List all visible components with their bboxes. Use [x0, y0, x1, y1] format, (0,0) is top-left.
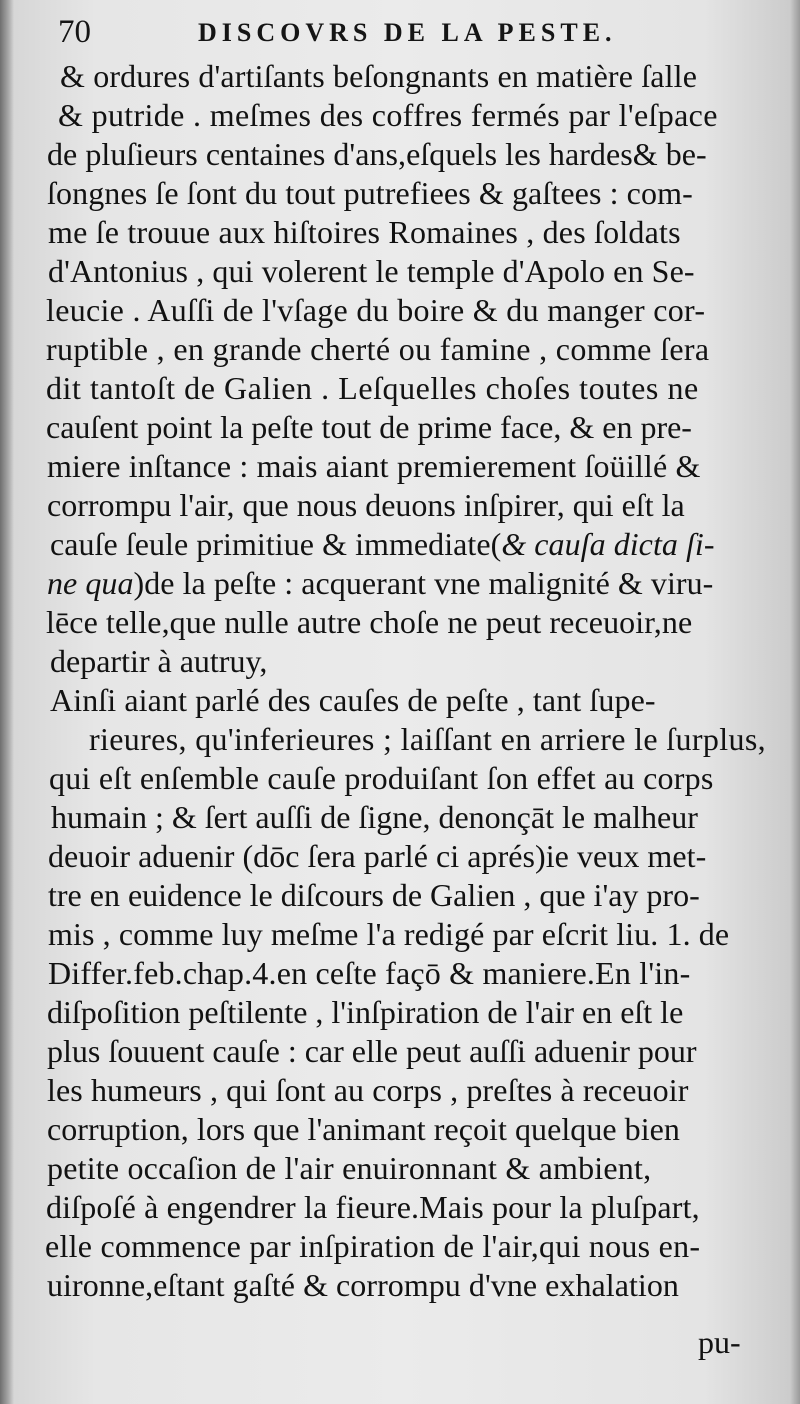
text-line: uironne,eſtant gaſté & corrompu d'vne exhalation: [47, 1267, 679, 1303]
text-line: les humeurs , qui ſont au corps , preſtes à receuoir: [47, 1072, 689, 1108]
text-line: [47, 563, 713, 603]
text-line: & ordures d'artiſants beſongnants en matière ſalle: [60, 58, 698, 94]
text-line: me ſe trouue aux hiſtoires Romaines , des ſoldats: [48, 214, 681, 250]
text-line: de pluſieurs centaines d'ans,eſquels les hardes& be-: [47, 136, 707, 172]
text-line: mis , comme luy meſme l'a redigé par eſcrit liu. 1. de: [48, 916, 730, 952]
text-italic: ne qua: [47, 565, 134, 601]
text-line: deuoir aduenir (dōc ſera parlé ci aprés)ie veux met-: [48, 838, 707, 874]
text-line: Ainſi aiant parlé des cauſes de peſte , tant ſupe-: [50, 682, 656, 718]
text-line: rieures, qu'inferieures ; laiſſant en arriere le ſurplus,: [89, 721, 766, 757]
text-line: miere inſtance : mais aiant premierement ſoüillé &: [47, 448, 701, 484]
text-line: & putride . meſmes des coffres fermés par l'eſpace: [58, 97, 718, 133]
text-line: d'Antonius , qui volerent le temple d'Apolo en Se-: [48, 253, 695, 289]
text-line: corrompu l'air, que nous deuons inſpirer, qui eſt la: [47, 487, 685, 523]
text-line: elle commence par inſpiration de l'air,qui nous en-: [45, 1228, 701, 1264]
text-line: tre en euidence le diſcours de Galien , que i'ay pro-: [48, 877, 700, 913]
text-line: petite occaſion de l'air enuironnant & ambient,: [47, 1150, 652, 1186]
text-roman: cauſe ſeule primitiue & immediate(: [50, 526, 502, 562]
text-line: departir à autruy,: [50, 643, 268, 679]
page-edge-shadow: [790, 0, 800, 1404]
text-line: plus ſouuent cauſe : car elle peut auſſi aduenir pour: [47, 1033, 697, 1069]
text-line: Differ.feb.chap.4.en ceſte façō & maniere.En l'in-: [48, 955, 691, 991]
catchword: pu-: [698, 1324, 741, 1360]
running-head: [58, 14, 668, 50]
running-title: DISCOVRS DE LA PESTE.: [198, 18, 617, 47]
binding-shadow: [0, 0, 14, 1404]
text-line: ruptible , en grande cherté ou famine , comme ſera: [46, 331, 710, 367]
text-line: diſpoſé à engendrer la fieure.Mais pour la pluſpart,: [46, 1189, 700, 1225]
text-line: cauſent point la peſte tout de prime face, & en pre-: [46, 409, 692, 445]
text-line: leucie . Auſſi de l'vſage du boire & du manger cor-: [46, 292, 706, 328]
page-number: 70: [58, 14, 91, 50]
text-line: ſongnes ſe ſont du tout putrefiees & gaſtees : com-: [47, 175, 693, 211]
text-line: diſpoſition peſtilente , l'inſpiration de l'air en eſt le: [47, 994, 684, 1030]
text-line: corruption, lors que l'animant reçoit quelque bien: [47, 1111, 680, 1147]
text-line: dit tantoſt de Galien . Leſquelles choſes toutes ne: [46, 370, 699, 406]
text-line: humain ; & ſert auſſi de ſigne, denonçāt le malheur: [51, 799, 698, 835]
text-italic: & cauſa dicta ſi-: [501, 526, 715, 562]
text-line: qui eſt enſemble cauſe produiſant ſon effet au corps: [49, 760, 714, 796]
text-line: [50, 524, 715, 564]
text-line: lēce telle,que nulle autre choſe ne peut receuoir,ne: [46, 604, 693, 640]
text-roman: )de la peſte : acquerant vne malignité & viru-: [133, 565, 714, 601]
